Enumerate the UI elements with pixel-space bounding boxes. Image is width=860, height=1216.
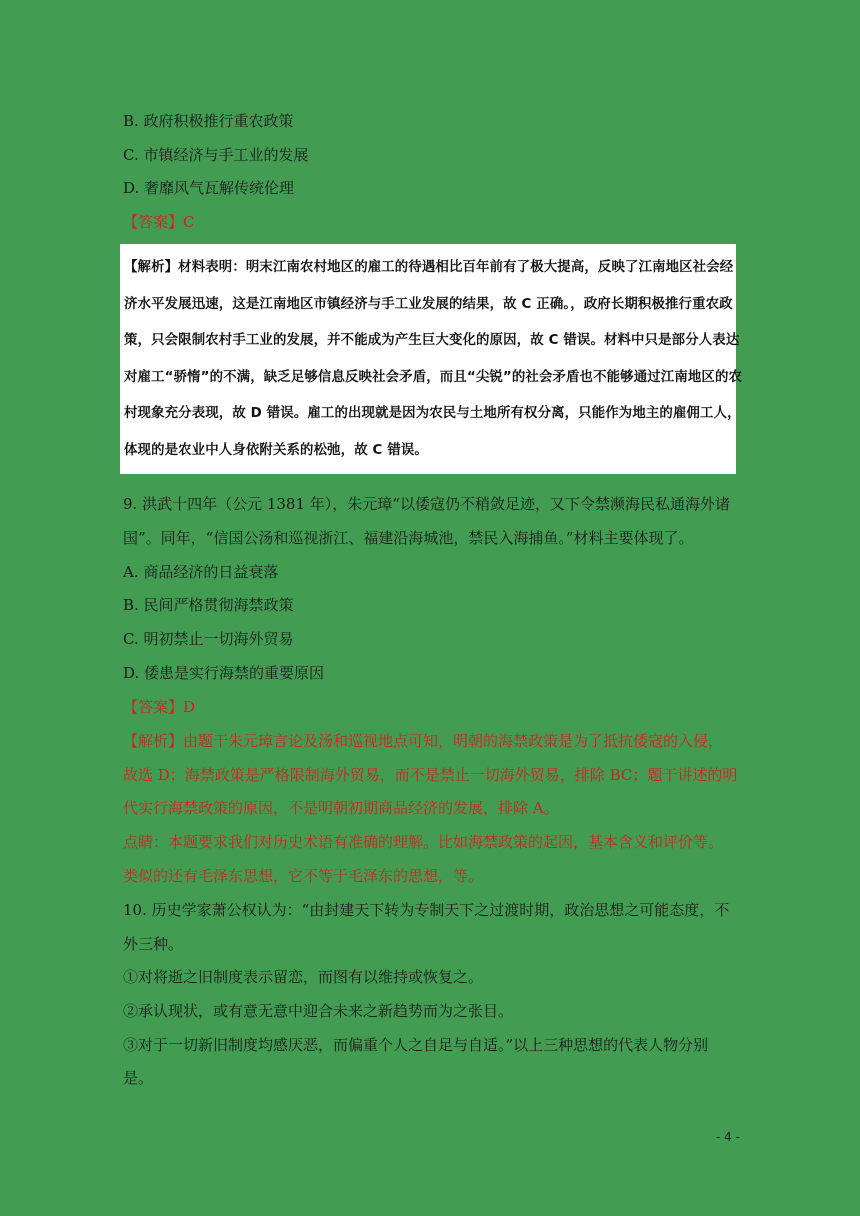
page-number: - 4 - — [716, 1130, 740, 1144]
q8-option-d: D. 奢靡风气瓦解传统伦理 — [123, 179, 295, 197]
q9-stem-line: 9. 洪武十四年（公元 1381 年），朱元璋“以倭寇仍不稍敛足迹，又下令禁濒海民私通海外诸 — [123, 495, 730, 513]
q9-stem-line: 国”。同年，“信国公汤和巡视浙江、福建沿海城池，禁民入海捕鱼。”材料主要体现了。 — [123, 529, 694, 547]
q10-stem-line: ①对将逝之旧制度表示留恋，而图有以维持或恢复之。 — [123, 968, 484, 986]
q8-analysis-line: 村现象充分表现，故 D 错误。雇工的出现就是因为农民与土地所有权分离，只能作为地主的雇佣工人， — [124, 406, 741, 422]
q10-stem-line: ③对于一切新旧制度均感厌恶，而偏重个人之自足与自适。”以上三种思想的代表人物分别 — [123, 1036, 709, 1054]
q9-analysis-line: 【解析】由题干朱元璋言论及汤和巡视地点可知，明朝的海禁政策是为了抵抗倭寇的入侵， — [123, 732, 724, 750]
q9-tip-line: 点睛：本题要求我们对历史术语有准确的理解。比如海禁政策的起因，基本含义和评价等。 — [123, 833, 724, 851]
q9-option-c: C. 明初禁止一切海外贸易 — [123, 630, 294, 648]
q10-stem-line: 外三种。 — [123, 935, 184, 953]
q9-option-d: D. 倭患是实行海禁的重要原因 — [123, 664, 325, 682]
q9-analysis-line: 故选 D；海禁政策是严格限制海外贸易，而不是禁止一切海外贸易，排除 BC；题干讲述的明 — [123, 766, 738, 784]
q9-option-b: B. 民间严格贯彻海禁政策 — [123, 596, 294, 614]
q9-option-a: A. 商品经济的日益衰落 — [123, 563, 279, 581]
q9-tip-line: 类似的还有毛泽东思想，它不等于毛泽东的思想，等。 — [123, 867, 484, 885]
q8-answer — [123, 212, 195, 232]
q10-stem-line: 10. 历史学家萧公权认为：“由封建天下转为专制天下之过渡时期，政治思想之可能态度，不 — [123, 901, 730, 919]
q8-analysis-line: 【解析】材料表明：明末江南农村地区的雇工的待遇相比百年前有了极大提高，反映了江南地区社会经 — [124, 260, 734, 276]
q8-analysis-box — [120, 244, 743, 474]
q10-stem-line: ②承认现状，或有意无意中迎合未来之新趋势而为之张目。 — [123, 1002, 514, 1020]
q8-option-c: C. 市镇经济与手工业的发展 — [123, 146, 309, 164]
q8-analysis-line: 济水平发展迅速，这是江南地区市镇经济与手工业发展的结果，故 C 正确。，政府长期积极推行重农政 — [124, 296, 733, 312]
q8-answer-label: 【答案】 — [123, 213, 184, 231]
q8-analysis-line: 策，只会限制农村手工业的发展，并不能成为产生巨大变化的原因，故 C 错误。材料中只是部分人表达 — [124, 333, 740, 349]
q9-answer-value: D — [183, 698, 196, 716]
q8-option-b: B. 政府积极推行重农政策 — [123, 112, 294, 130]
q9-analysis-line: 代实行海禁政策的原因，不是明朝初期商品经济的发展，排除 A。 — [123, 799, 559, 817]
q9-answer — [123, 697, 195, 717]
q8-analysis-line: 体现的是农业中人身依附关系的松弛，故 C 错误。 — [124, 442, 428, 458]
q9-answer-label: 【答案】 — [123, 698, 184, 716]
q8-analysis-line: 对雇工“骄惰”的不满，缺乏足够信息反映社会矛盾，而且“尖锐”的社会矛盾也不能够通过江南地区的农 — [124, 369, 743, 385]
q10-stem-line: 是。 — [123, 1069, 154, 1087]
q8-answer-value: C — [183, 213, 195, 231]
